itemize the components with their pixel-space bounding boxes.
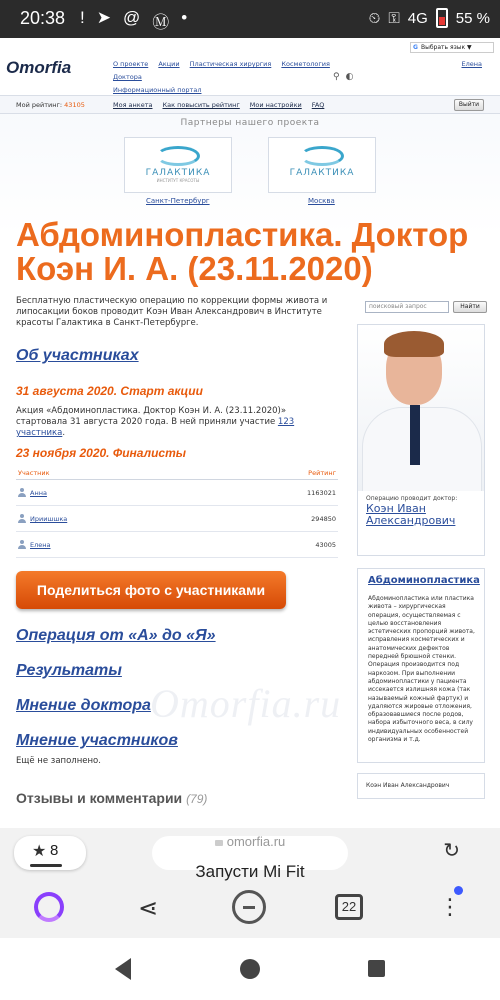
system-icons (369, 8, 490, 28)
browser-address-bar (0, 828, 500, 888)
search-button[interactable]: Найти (453, 301, 487, 313)
promo-banner[interactable]: Запусти Mi Fit (195, 862, 305, 881)
finalist-name[interactable]: Анна (30, 489, 47, 497)
battery-icon (436, 8, 448, 28)
key-icon: ⚿ (388, 9, 400, 27)
dot-icon: • (181, 8, 188, 27)
share-icon[interactable]: ⋖ (137, 894, 159, 922)
user-link[interactable]: Елена (461, 60, 482, 68)
system-nav-bar (0, 938, 500, 1000)
alice-assistant-icon[interactable] (34, 892, 64, 922)
table-row (16, 532, 338, 558)
main-nav (113, 58, 363, 97)
procedure-info-box (357, 568, 485, 763)
recent-apps-icon[interactable] (368, 960, 385, 977)
nav-link-info-portal[interactable]: Информационный портал (113, 86, 202, 94)
watermark-logo: Omorfia.ru (150, 681, 342, 726)
browser-toolbar (0, 888, 500, 938)
exit-button[interactable]: Выйти (454, 99, 484, 111)
home-icon[interactable] (232, 890, 266, 924)
partner-city-spb[interactable]: Санкт-Петербург (146, 197, 210, 205)
finalist-rating: 43005 (315, 541, 336, 549)
app-icon: Ⓜ (152, 13, 170, 32)
search-input[interactable]: поисковый запрос (365, 301, 449, 313)
site-logo[interactable]: Omorfia (6, 58, 72, 77)
nav-link-plastic-surgery[interactable]: Пластическая хирургия (189, 60, 272, 68)
battery-percent: 55 % (455, 9, 490, 27)
user-icon (18, 488, 26, 497)
home-circle-icon[interactable] (240, 959, 260, 979)
finalist-name[interactable]: Ириишшка (30, 515, 68, 523)
start-heading: 31 августа 2020. Старт акции (16, 384, 203, 398)
doctor-photo[interactable] (358, 325, 484, 491)
link-raise-rating[interactable]: Как повысить рейтинг (162, 101, 240, 109)
partner-city-msk[interactable]: Москва (308, 197, 335, 205)
my-rating: Мой рейтинг: 43105 (16, 101, 85, 109)
partner-logo-spb[interactable]: ГАЛАКТИКА ИНСТИТУТ КРАСОТЫ (124, 137, 232, 193)
doctor-name-text: Коэн Иван Александрович (366, 782, 450, 789)
alert-icon: ! (80, 8, 85, 27)
doctor-caption: Операцию проводит доктор: (366, 495, 458, 502)
not-filled-text: Ещё не заполнено. (16, 756, 101, 766)
participants-count-link[interactable]: 123 участника (16, 417, 295, 438)
table-row (16, 506, 338, 532)
notification-dot (454, 886, 463, 895)
nav-link-about[interactable]: О проекте (113, 60, 149, 68)
doctor-name-box (357, 773, 485, 799)
search-icon[interactable]: ⚲ (333, 72, 340, 82)
finalists-table (16, 466, 338, 558)
nav-link-promos[interactable]: Акции (158, 60, 180, 68)
user-links (113, 101, 324, 109)
galaxy-logo-icon (300, 146, 344, 166)
back-icon[interactable] (115, 958, 131, 980)
user-bar (0, 96, 500, 114)
nav-link-cosmetology[interactable]: Косметология (281, 60, 330, 68)
page-title: Абдоминопластика. Доктор Коэн И. А. (23.11.2020) (16, 216, 469, 287)
partners-title: Партнеры нашего проекта (180, 118, 320, 128)
site-header (0, 38, 500, 96)
participants-heading[interactable]: Об участниках (16, 347, 139, 364)
status-bar (0, 0, 500, 38)
status-time: 20:38 (20, 8, 66, 28)
reviews-count: (79) (186, 792, 208, 806)
doctor-name-link[interactable]: Коэн Иван Александрович (366, 502, 456, 527)
header-tools (333, 72, 353, 82)
share-photo-button[interactable]: Поделиться фото с участниками (16, 571, 286, 609)
galaxy-logo-icon (156, 146, 200, 166)
bookmarks-count: 8 (50, 842, 59, 859)
send-icon: ➤ (96, 8, 111, 27)
doctor-card (357, 324, 485, 556)
network-label: 4G (407, 9, 428, 27)
reviews-heading[interactable]: Отзывы и комментарии (79) (16, 790, 208, 806)
user-icon (18, 540, 26, 549)
section-participants-opinion[interactable]: Мнение участников (16, 732, 178, 749)
procedure-description: Абдоминопластика или пластика живота – хирургическая операция, осуществляемая с целью восстановления эстетических пропорций живота, исправления косметических и анатомических дефектов передней брюшной стенки. Операция производится под наркозом. При выполнении абдоминопластики у пациента иссекается излишняя кожа (так называемый кожный фартук) и удаляются жировые отложения, образовавшиеся после родов, набора избыточного веса, в силу индивидуальных особенностей организма и т.д. (368, 595, 475, 744)
web-page (0, 38, 500, 828)
url-field[interactable]: omorfia.ru (0, 834, 500, 849)
link-faq[interactable]: FAQ (311, 101, 325, 109)
my-rating-value: 43105 (64, 101, 85, 109)
lock-icon (215, 840, 223, 846)
finalist-rating: 294850 (311, 515, 336, 523)
finalist-rating: 1163021 (307, 489, 336, 497)
section-doctor-opinion[interactable]: Мнение доктора (16, 697, 151, 714)
table-header: Участник Рейтинг (16, 466, 338, 480)
reload-icon[interactable]: ↻ (443, 838, 460, 862)
table-row (16, 480, 338, 506)
start-text: Акция «Абдоминопластика. Доктор Коэн И. А. (23.11.2020)» стартовала 31 августа 2020 года. В ней приняли участие 123 участника. (16, 406, 295, 438)
finalists-heading: 23 ноября 2020. Финалисты (16, 446, 187, 460)
language-select[interactable]: G Выбрать язык ▼ (410, 42, 494, 53)
star-icon: ★ (32, 841, 47, 860)
intro-text: Бесплатную пластическую операцию по коррекции формы живота и липосакции боков проводит Коэн Иван Александрович в Институте красоты Галактика в Санкт-Петербурге. (16, 296, 328, 328)
finalist-name[interactable]: Елена (30, 541, 51, 549)
nav-link-doctors[interactable]: Доктора (113, 73, 142, 81)
user-icon (18, 514, 26, 523)
partner-logo-msk[interactable]: ГАЛАКТИКА (268, 137, 376, 193)
tabs-button[interactable]: 22 (335, 894, 363, 920)
link-my-profile[interactable]: Моя анкета (113, 101, 153, 109)
at-icon: @ (122, 8, 141, 27)
alarm-icon: ⏲ (368, 9, 381, 27)
notification-icons (80, 8, 187, 33)
link-my-settings[interactable]: Мои настройки (249, 101, 302, 109)
section-results[interactable]: Результаты (16, 662, 122, 679)
menu-icon[interactable]: ⋮ (439, 895, 461, 920)
procedure-title-link[interactable]: Абдоминопластика (368, 575, 480, 586)
contrast-icon[interactable]: ◐ (345, 72, 354, 82)
section-operation[interactable]: Операция от «А» до «Я» (16, 627, 216, 644)
